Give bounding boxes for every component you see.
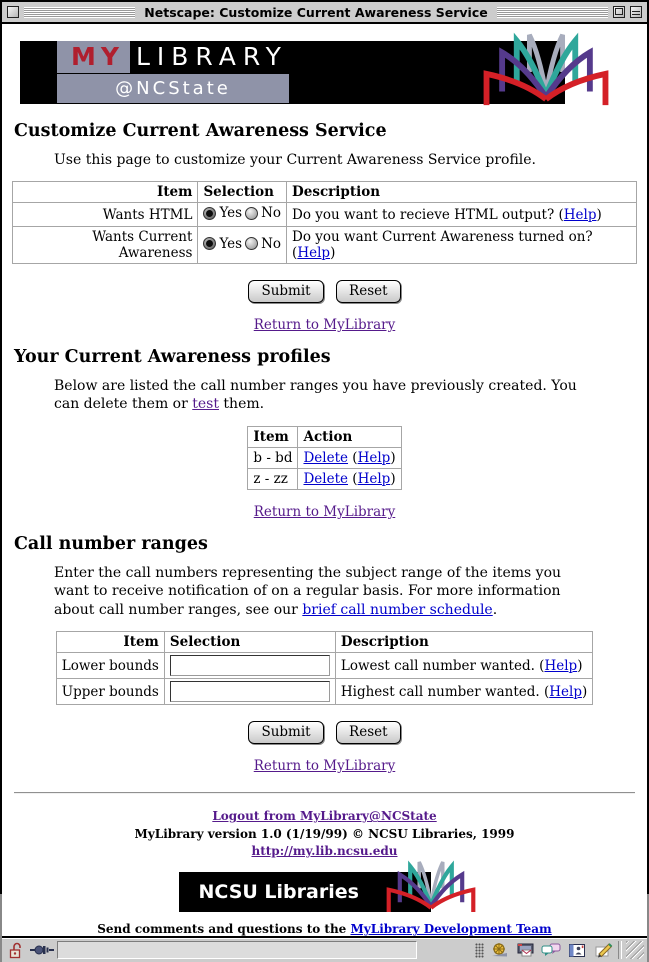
title-bar[interactable] xyxy=(2,2,647,24)
profiles-text xyxy=(54,377,595,414)
col-header-item: Item xyxy=(56,632,164,653)
logo-my: MY xyxy=(57,41,130,73)
help-link[interactable]: Help xyxy=(297,244,331,261)
description-text: ) xyxy=(596,206,602,223)
radio-yes-label: Yes xyxy=(219,235,243,252)
col-header-item: Item xyxy=(248,426,298,447)
col-header-selection: Selection xyxy=(164,632,335,653)
action-sep: ( xyxy=(348,470,358,487)
development-team-link[interactable]: MyLibrary Development Team xyxy=(350,922,552,937)
statusbar-separator xyxy=(618,941,622,959)
table-row xyxy=(248,468,401,489)
radio-yes-label: Yes xyxy=(219,205,243,222)
radio-no-label: No xyxy=(261,235,282,252)
action-sep: ( xyxy=(348,449,358,466)
delete-link[interactable]: Delete xyxy=(303,470,349,487)
profiles-table xyxy=(247,426,401,490)
help-link[interactable]: Help xyxy=(563,206,597,223)
customize-table xyxy=(12,181,637,264)
zoom-box[interactable] xyxy=(613,6,625,18)
item-cell: Upper bounds xyxy=(56,679,164,705)
window-title: Netscape: Customize Current Awareness Service xyxy=(144,4,488,20)
col-header-description: Description xyxy=(335,632,592,653)
description-text: Do you want Current Awareness turned on? ( xyxy=(292,228,593,261)
description-text: ) xyxy=(330,244,336,261)
page-content xyxy=(2,24,647,936)
description-text: Do you want to recieve HTML output? ( xyxy=(292,206,564,223)
description-text: ) xyxy=(577,657,583,674)
heading-profiles: Your Current Awareness profiles xyxy=(14,346,331,367)
ranges-text-after: . xyxy=(492,601,498,618)
lock-open-icon[interactable] xyxy=(5,941,27,959)
table-row xyxy=(13,226,637,263)
mylibrary-banner xyxy=(12,31,637,107)
logout-link[interactable]: Logout from MyLibrary@NCState xyxy=(212,809,437,824)
plug-icon[interactable] xyxy=(31,941,53,959)
heading-customize: Customize Current Awareness Service xyxy=(14,121,387,141)
book-fan-logo-icon xyxy=(471,31,621,109)
table-row xyxy=(56,679,593,705)
submit-button[interactable]: Submit xyxy=(248,280,323,303)
comments-line xyxy=(12,922,637,936)
collapse-box[interactable] xyxy=(630,6,642,18)
description-text: Lowest call number wanted. ( xyxy=(340,657,545,674)
item-cell: Lower bounds xyxy=(56,653,164,679)
ncsu-libraries-text: NCSU Libraries xyxy=(179,872,431,912)
version-text: MyLibrary version 1.0 (1/19/99) © NCSU Libraries, 1999 xyxy=(134,826,515,841)
help-link[interactable]: Help xyxy=(357,470,391,487)
ncsu-logo-wrap xyxy=(12,872,637,912)
drag-handle-icon[interactable] xyxy=(475,943,484,958)
comments-text: Send comments and questions to the xyxy=(97,922,351,937)
ranges-table xyxy=(56,631,594,705)
selection-cell xyxy=(164,653,335,679)
ranges-text xyxy=(54,564,595,619)
composer-icon[interactable] xyxy=(592,941,614,959)
reset-button[interactable]: Reset xyxy=(336,280,401,303)
action-close: ) xyxy=(390,449,396,466)
radio-no[interactable] xyxy=(245,207,258,220)
help-link[interactable]: Help xyxy=(544,657,578,674)
selection-cell xyxy=(198,203,287,227)
address-book-icon[interactable] xyxy=(566,941,588,959)
mailbox-icon[interactable] xyxy=(514,941,536,959)
ranges-text-before: Enter the call numbers representing the subject range of the items you want to receive notification of on a regular basis. For more information about call number ranges, see our xyxy=(54,564,562,618)
action-cell xyxy=(298,447,401,468)
item-cell: b - bd xyxy=(248,447,298,468)
item-cell: z - zz xyxy=(248,468,298,489)
upper-bounds-input[interactable] xyxy=(170,681,330,702)
profiles-text-before: Below are listed the call number ranges you have previously created. You can delete them or xyxy=(54,377,577,413)
help-link[interactable]: Help xyxy=(549,683,582,700)
selection-cell xyxy=(164,679,335,705)
radio-no[interactable] xyxy=(245,237,258,250)
description-text: Highest call number wanted. ( xyxy=(340,683,550,700)
logo-ncstate: @NCState xyxy=(57,74,289,103)
help-link[interactable]: Help xyxy=(357,449,391,466)
col-header-item: Item xyxy=(13,182,198,203)
mylibrary-logo xyxy=(57,41,289,103)
return-to-mylibrary-link[interactable]: Return to MyLibrary xyxy=(253,758,396,775)
footer-divider xyxy=(14,792,635,794)
col-header-description: Description xyxy=(287,182,637,203)
status-bar xyxy=(2,936,647,962)
return-to-mylibrary-link[interactable]: Return to MyLibrary xyxy=(253,503,396,520)
action-close: ) xyxy=(390,470,396,487)
description-cell xyxy=(335,679,592,705)
discussions-icon[interactable] xyxy=(540,941,562,959)
resize-grip[interactable] xyxy=(626,941,644,959)
delete-link[interactable]: Delete xyxy=(303,449,349,466)
selection-cell xyxy=(198,226,287,263)
call-number-schedule-link[interactable]: brief call number schedule xyxy=(302,601,493,618)
reset-button[interactable]: Reset xyxy=(336,721,401,744)
table-row xyxy=(56,653,593,679)
ncsu-libraries-logo xyxy=(179,872,431,912)
logo-library: LIBRARY xyxy=(135,42,288,71)
description-text: ) xyxy=(581,683,588,700)
titlebar-stripes xyxy=(497,7,608,18)
status-message-field xyxy=(57,941,417,959)
action-cell xyxy=(298,468,401,489)
profiles-text-after: them. xyxy=(218,396,265,413)
radio-yes[interactable] xyxy=(203,237,216,250)
footer-links xyxy=(12,808,637,860)
radio-yes[interactable] xyxy=(203,207,216,220)
submit-button[interactable]: Submit xyxy=(248,721,323,744)
heading-call-number-ranges: Call number ranges xyxy=(14,533,208,554)
close-box[interactable] xyxy=(7,6,19,18)
description-cell xyxy=(335,653,592,679)
test-link[interactable]: test xyxy=(192,396,219,413)
item-cell: Wants Current Awareness xyxy=(13,226,198,263)
table-row xyxy=(248,447,401,468)
book-fan-logo-icon xyxy=(379,859,483,915)
lower-bounds-input[interactable] xyxy=(170,655,330,676)
site-url-link[interactable]: http://my.lib.ncsu.edu xyxy=(251,844,398,859)
item-cell: Wants HTML xyxy=(13,203,198,227)
radio-no-label: No xyxy=(261,205,282,222)
return-to-mylibrary-link[interactable]: Return to MyLibrary xyxy=(253,316,396,333)
table-row xyxy=(13,203,637,227)
navigator-icon[interactable] xyxy=(488,941,510,959)
description-cell xyxy=(287,226,637,263)
intro-text: Use this page to customize your Current Awareness Service profile. xyxy=(54,152,537,168)
description-cell xyxy=(287,203,637,227)
titlebar-stripes xyxy=(24,7,135,18)
col-header-action: Action xyxy=(298,426,401,447)
col-header-selection: Selection xyxy=(198,182,287,203)
